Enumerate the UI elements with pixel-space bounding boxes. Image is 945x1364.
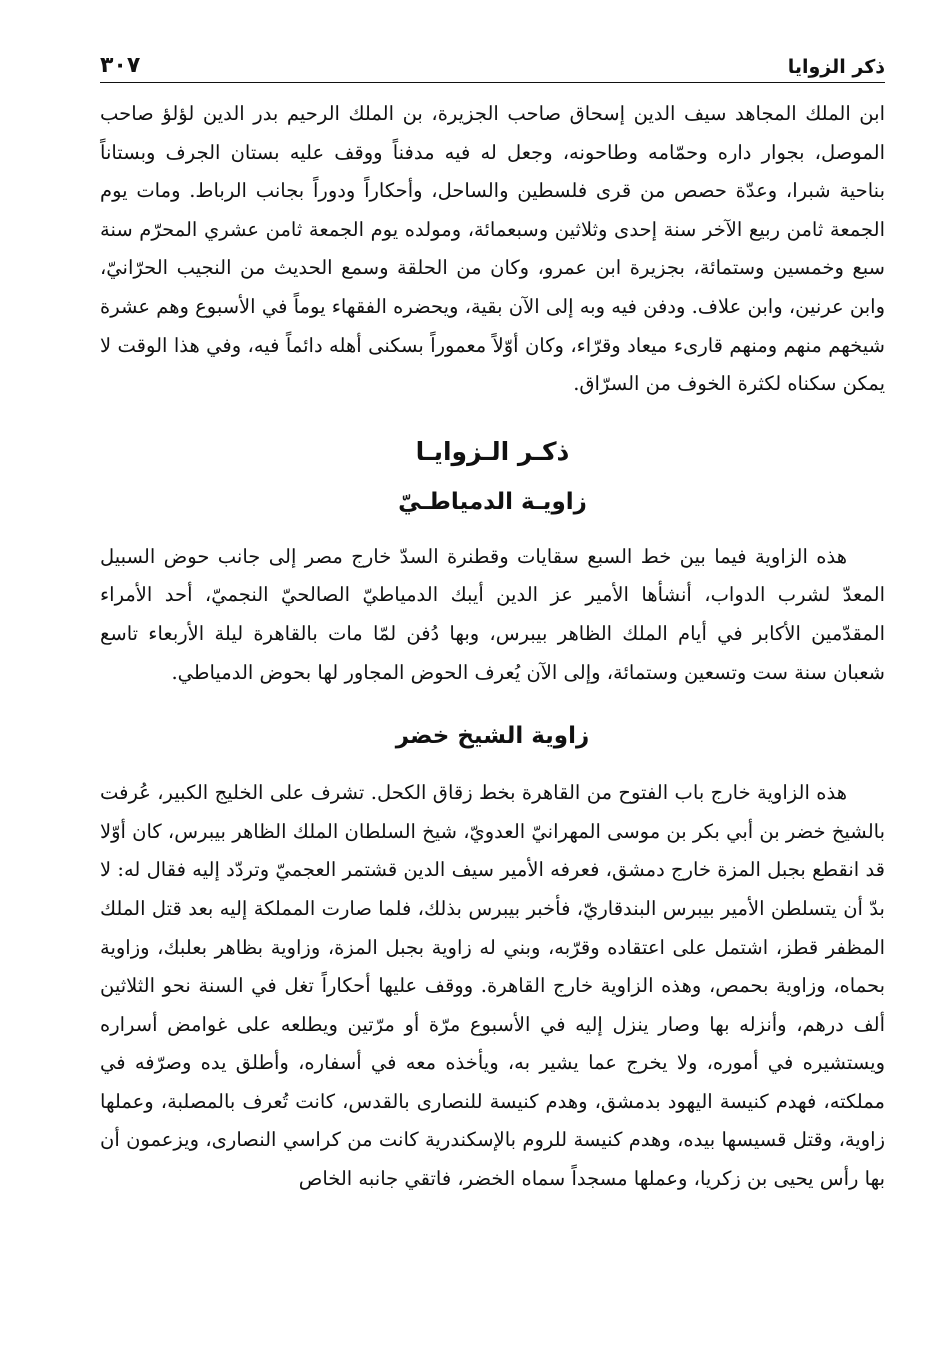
book-page	[100, 30, 885, 1344]
khidr-paragraph: هذه الزاوية خارج باب الفتوح من القاهرة بخط زقاق الكحل. تشرف على الخليج الكبير، عُرفت بالشيخ خضر بن أبي بكر بن موسى المهرانيّ العدويّ، شيخ السلطان الملك الظاهر بيبرس، كان أوّلا قد انقطع بجبل المزة خارج دمشق، فعرفه الأمير سيف الدين قشتمر العجميّ وتردّد إليه فقال له: لا بدّ أن يتسلطن الأمير بيبرس البندقاريّ، فأخبر بيبرس بذلك، فلما صارت المملكة إليه بعد قتل الملك المظفر قطز، اشتمل على اعتقاده وقرّبه، وبني له زاوية بجبل المزة، وزاوية بظاهر بعلبك، وزاوية بحماه، وزاوية بحمص، وهذه الزاوية خارج القاهرة. ووقف عليها أحكاراً تغل في السنة نحو الثلاثين ألف درهم، وأنزله بها وصار ينزل إليه في الأسبوع مرّة أو مرّتين ويطلعه على غوامض أسراره ويستشيره في أموره، ولا يخرج عما يشير به، ويأخذه معه في أسفاره، وأطلق يده وصرّفه في مملكته، فهدم كنيسة اليهود بدمشق، وهدم كنيسة للنصارى بالقدس، كانت تُعرف بالمصلبة، وعملها زاوية، وقتل قسيسها بيده، وهدم كنيسة للروم بالإسكندرية كانت من كراسي النصارى، ويزعمون أن بها رأس يحيى بن زكريا، وعملها مسجداً سماه الخضر، فاتقي جانبه الخاص	[100, 781, 885, 1191]
page-number: ٣٠٧	[100, 53, 141, 78]
dimyati-paragraph: هذه الزاوية فيما بين خط السبع سقايات وقطنرة السدّ خارج مصر إلى جانب حوض السبيل المعدّ لشرب الدواب، أنشأها الأمير عز الدين أيبك الدمياطيّ الصالحيّ النجميّ، أحد الأمراء المقدّمين الأكابر في أيام الملك الظاهر بيبرس، وبها دُفن لمّا مات بالقاهرة ليلة الأربعاء تاسع شعبان سنة ست وتسعين وستمائة، وإلى الآن يُعرف الحوض المجاور لها بحوض الدمياطي.	[100, 544, 885, 684]
running-title: ذكر الزوايا	[787, 56, 885, 78]
dimyati-heading: زاويـة الدمياطـيّ	[398, 488, 587, 515]
section-title: ذكـر الـزوايـا	[415, 436, 570, 466]
running-head	[100, 30, 885, 82]
header-rule	[100, 82, 885, 83]
khidr-heading: زاوية الشيخ خضر	[395, 723, 590, 750]
intro-paragraph: ابن الملك المجاهد سيف الدين إسحاق صاحب الجزيرة، بن الملك الرحيم بدر الدين لؤلؤ صاحب الموصل، بجوار داره وحمّامه وطاحونه، وجعل له فيه مدفناً ووقف عليه بستان الجرف وبستاناً بناحية شبرا، وعدّة حصص من قرى فلسطين والساحل، وأحكاراً ودوراً بجانب الرباط. ومات يوم الجمعة ثامن ربيع الآخر سنة إحدى وثلاثين وسبعمائة، ومولده يوم الجمعة ثامن عشري المحرّم سنة سبع وخمسين وستمائة، بجزيرة ابن عمرو، وكان من الحلقة وسمع الحديث من النجيب الحرّانيّ، وابن عرنين، وابن علاف. ودفن فيه وبه إلى الآن بقية، ويحضره الفقهاء يوماً في الأسبوع وهم عشرة شيخهم منهم ومنهم قارىء ميعاد وقرّاء، وكان أوّلاً معموراً بسكنى أهله دائماً فيه، وفي هذا الوقت لا يمكن سكناه لكثرة الخوف من السرّاق.	[100, 102, 885, 396]
